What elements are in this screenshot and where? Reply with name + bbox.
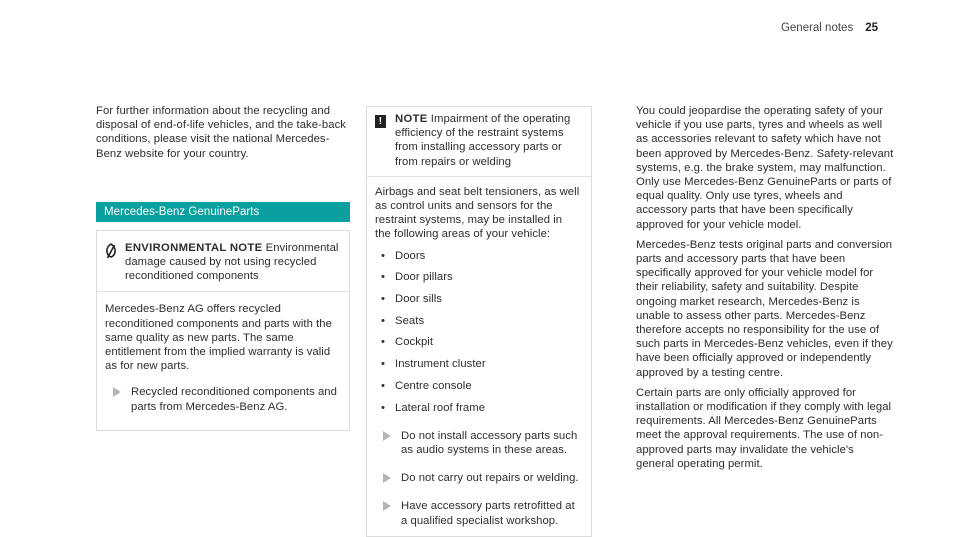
environment-icon <box>105 241 125 284</box>
column-left <box>96 104 350 431</box>
environmental-note-text <box>125 241 339 284</box>
page-header <box>781 22 878 34</box>
column-right <box>636 104 894 477</box>
step-item <box>105 385 339 413</box>
step-text: Have accessory parts retrofitted at a qualified specialist workshop. <box>401 500 575 527</box>
step-arrow-icon <box>375 429 401 457</box>
step-arrow-icon <box>375 471 401 485</box>
environmental-note-description: Environmental damage caused by not using recycled reconditioned components <box>125 241 339 283</box>
list-item: • Door sills <box>381 293 442 306</box>
page-section-title: General notes <box>780 22 854 34</box>
list-item: • Seats <box>381 314 425 327</box>
step-item <box>375 499 581 527</box>
column-middle <box>366 106 592 537</box>
environmental-note-title: ENVIRONMENTAL NOTE <box>125 241 263 254</box>
safety-paragraph: You could jeopardise the operating safety of your vehicle if you use parts, tyres and wheels as well as accessories relevant to safety which have not been approved by Mercedes-Benz. Safety-relevant systems, e.g. the brake system, may malfunction. Only use Mercedes-Benz GenuineParts or parts of equal quality. Only use tyres, wheels and accessory parts that have been specifically approved for your vehicle model. <box>636 105 894 231</box>
restraint-note-body <box>367 177 591 536</box>
restraint-areas-list <box>375 249 581 415</box>
testing-paragraph: Mercedes-Benz tests original parts and conversion parts and accessory parts that have been specifically approved for your vehicle model for their reliability, safety and suitability. Despite ongoing market research, Mercedes-Benz is unable to assess other parts. Mercedes-Benz therefore accepts no responsibility for the use of such parts in Mercedes-Benz vehicles, even if they have been officially approved or independently approved by a testing centre. <box>636 238 893 379</box>
page-number: 25 <box>865 22 878 34</box>
note-description: Impairment of the operating efficiency of the restraint systems from installing accessory parts or from repairs or welding <box>395 113 571 168</box>
approval-paragraph: Certain parts are only officially approved for installation or modification if they comply with legal requirements. All Mercedes-Benz GenuineParts meet the approval requirements. The use of non-approved parts may invalidate the vehicle's general operating permit. <box>636 386 892 470</box>
step-item <box>375 429 581 457</box>
step-item <box>375 471 581 485</box>
list-item: • Cockpit <box>381 336 434 349</box>
list-item: • Door pillars <box>381 271 453 284</box>
environmental-note-body <box>97 292 349 429</box>
step-text: Do not carry out repairs or welding. <box>401 472 579 485</box>
step-text: Do not install accessory parts such as audio systems in these areas. <box>401 429 578 456</box>
step-text: Recycled reconditioned components and parts from Mercedes-Benz AG. <box>131 386 337 413</box>
restraint-areas-paragraph: Airbags and seat belt tensioners, as well as control units and sensors for the restraint systems, may be installed in the following areas of your vehicle: <box>375 185 580 241</box>
restraint-note-header <box>367 107 591 177</box>
list-item: • Lateral roof frame <box>381 401 486 414</box>
warning-icon: ! <box>375 112 395 169</box>
note-title: NOTE <box>395 113 428 125</box>
environmental-note-header <box>97 231 349 293</box>
list-item: • Doors <box>381 249 426 262</box>
restraint-note-text <box>395 112 581 169</box>
environmental-note-panel <box>96 230 350 431</box>
section-heading-genuine-parts: Mercedes-Benz GenuineParts <box>96 202 350 222</box>
genuine-parts-paragraph: Mercedes-Benz AG offers recycled reconditioned components and parts with the same quality as new parts. The same entitlement from the implied warranty is valid as for new parts. <box>105 303 332 373</box>
list-item: • Instrument cluster <box>381 358 486 371</box>
step-arrow-icon <box>105 385 131 413</box>
restraint-note-panel <box>366 106 592 537</box>
list-item: • Centre console <box>381 379 472 392</box>
recycling-intro-paragraph: For further information about the recycling and disposal of end-of-life vehicles, and the take-back conditions, please visit the national Mercedes-Benz website for your country. <box>96 105 346 160</box>
step-arrow-icon <box>375 499 401 527</box>
